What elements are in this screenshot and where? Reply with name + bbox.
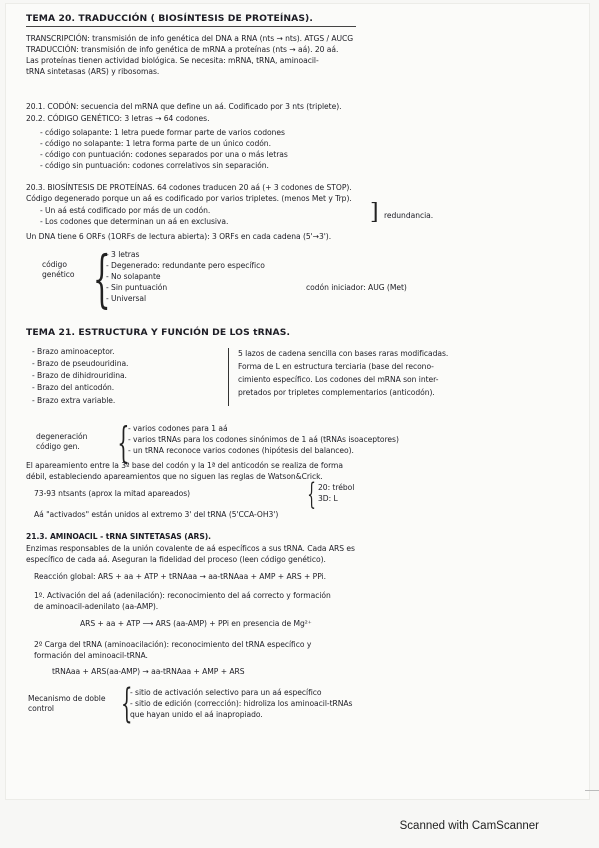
orf-line: Un DNA tiene 6 ORFs (1ORFs de lectura abierta): 3 ORFs en cada cadena (5'→3'). (26, 232, 332, 241)
left-brace: { (120, 681, 133, 727)
text-line: pretados por tripletes complementarios (anticodón). (238, 388, 435, 397)
page-corner (585, 790, 599, 805)
list-item: - varios codones para 1 aá (128, 424, 228, 433)
mecanismo-label: Mecanismo de doble control (28, 694, 106, 713)
trebol-label: 20: trébol (318, 483, 355, 492)
list-item: - No solapante (106, 272, 161, 281)
list-item: - código solapante: 1 letra puede formar parte de varios codones (40, 128, 285, 137)
list-item: - Sin puntuación (106, 283, 168, 292)
text-line: específico de cada aá. Aseguran la fidelidad del proceso (leen código genético). (26, 555, 326, 564)
title-underline (26, 26, 356, 27)
equation: ARS + aa + ATP ⟶ ARS (aa-AMP) + PPi en presencia de Mg²⁺ (80, 619, 312, 628)
list-item: - Brazo de pseudouridina. (32, 359, 129, 368)
reaccion-global: Reacción global: ARS + aa + ATP + tRNAaa → aa-tRNAaa + AMP + ARS + PPi. (34, 572, 326, 581)
text-line: cimiento específico. Los codones del mRNA son inter- (238, 375, 439, 384)
list-item: - Universal (106, 294, 147, 303)
section-21-3: 21.3. AMINOACIL - tRNA SINTETASAS (ARS). (26, 532, 211, 541)
text-line: Forma de L en estructura terciaria (base del recono- (238, 362, 434, 371)
vertical-bracket (228, 348, 229, 406)
scanner-watermark: Scanned with CamScanner (399, 820, 539, 832)
list-item: - sitio de activación selectivo para un aá específico (130, 688, 322, 697)
section-20-2: 20.2. CÓDIGO GENÉTICO: 3 letras → 64 codones. (26, 114, 210, 123)
3d-label: 3D: L (318, 494, 338, 503)
list-item: - Degenerado: redundante pero específico (106, 261, 265, 270)
list-item: que hayan unido el aá inapropiado. (130, 710, 263, 719)
left-brace: { (117, 418, 130, 467)
codigo-genetico-label: código genético (42, 260, 75, 279)
text-line: tRNA sintetasas (ARS) y ribosomas. (26, 67, 160, 76)
nts-line: 73-93 ntsants (aprox la mitad apareados) (34, 489, 191, 498)
text-line: 5 lazos de cadena sencilla con bases raras modificadas. (238, 349, 449, 358)
list-item: - Los codones que determinan un aá en exclusiva. (40, 217, 229, 226)
list-item: - 3 letras (106, 250, 140, 259)
list-item: - sitio de edición (corrección): hidroliza los aminoacil-tRNAs (130, 699, 353, 708)
text-line: 1º. Activación del aá (adenilación): reconocimiento del aá correcto y formación (34, 591, 331, 600)
list-item: - código no solapante: 1 letra forma parte de un único codón. (40, 139, 271, 148)
list-item: - Brazo aminoaceptor. (32, 347, 115, 356)
list-item: - varios tRNAs para los codones sinónimos de 1 aá (tRNAs isoaceptores) (128, 435, 399, 444)
left-brace: { (92, 242, 111, 315)
redundancia-label: redundancia. (384, 211, 434, 220)
left-brace: { (307, 477, 316, 512)
text-line: débil, estableciendo apareamientos que no siguen las reglas de Watson&Crick. (26, 472, 323, 481)
degeneracion-label: degeneración código gen. (36, 432, 88, 451)
list-item: - un tRNA reconoce varios codones (hipótesis del balanceo). (128, 446, 354, 455)
list-item: - código sin puntuación: codones correlativos sin separación. (40, 161, 269, 170)
right-brace: ] (370, 200, 379, 225)
text-line: formación del aminoacil-tRNA. (34, 651, 148, 660)
text-line: Enzimas responsables de la unión covalente de aá específicos a sus tRNA. Cada ARS es (26, 544, 355, 553)
tema21-title: TEMA 21. ESTRUCTURA Y FUNCIÓN DE LOS tRNAS. (26, 327, 291, 338)
list-item: - Brazo del anticodón. (32, 383, 115, 392)
section-20-1: 20.1. CODÓN: secuencia del mRNA que define un aá. Codificado por 3 nts (triplete). (26, 102, 342, 111)
text-line: TRADUCCIÓN: transmisión de info genética de mRNA a proteínas (nts → aá). 20 aá. (26, 45, 339, 54)
scanned-sheet (6, 4, 589, 799)
text-line: TRANSCRIPCIÓN: transmisión de info genética del DNA a RNA (nts → nts). ATGS / AUCG (26, 34, 354, 43)
codon-iniciador: codón iniciador: AUG (Met) (306, 283, 407, 292)
section-20-3: 20.3. BIOSÍNTESIS DE PROTEÍNAS. 64 codones traducen 20 aá (+ 3 codones de STOP). (26, 183, 352, 192)
text-line: Las proteínas tienen actividad biológica. Se necesita: mRNA, tRNA, aminoacil- (26, 56, 319, 65)
list-item: - Un aá está codificado por más de un codón. (40, 206, 211, 215)
text-line: Aá "activados" están unidos al extremo 3' del tRNA (5'CCA-OH3') (34, 510, 279, 519)
text-line: 2º Carga del tRNA (aminoacilación): reconocimiento del tRNA específico y (34, 640, 312, 649)
list-item: - código con puntuación: codones separados por una o más letras (40, 150, 288, 159)
equation: tRNAaa + ARS(aa-AMP) → aa-tRNAaa + AMP + ARS (52, 667, 245, 676)
text-line: El apareamiento entre la 3ª base del codón y la 1ª del anticodón se realiza de forma (26, 461, 343, 470)
text-line: de aminoacil-adenilato (aa-AMP). (34, 602, 159, 611)
list-item: - Brazo de dihidrouridina. (32, 371, 127, 380)
tema20-title: TEMA 20. TRADUCCIÓN ( BIOSÍNTESIS DE PROTEÍNAS). (26, 13, 313, 24)
text-line: Código degenerado porque un aá es codificado por varios tripletes. (menos Met y Trp). (26, 194, 352, 203)
list-item: - Brazo extra variable. (32, 396, 116, 405)
